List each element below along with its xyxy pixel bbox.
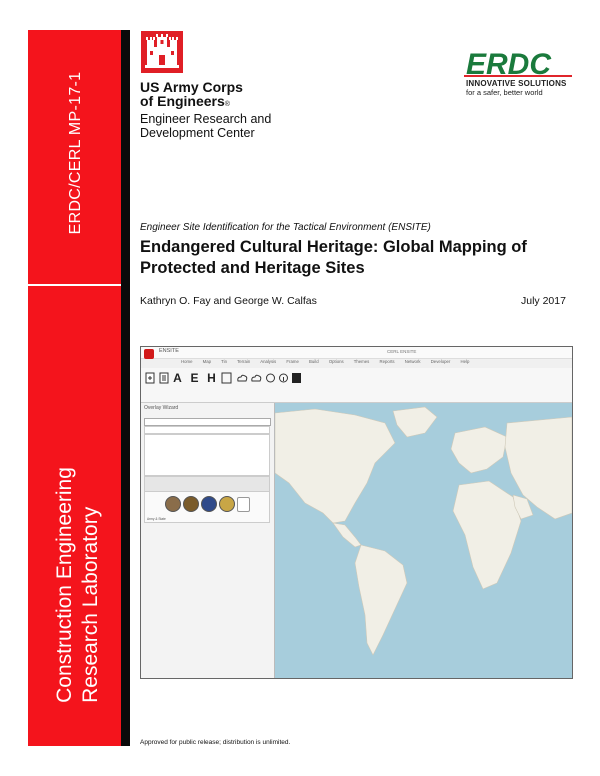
band-divider	[28, 284, 121, 286]
report-number-vertical	[56, 71, 96, 235]
usace-line2: of Engineers®	[140, 93, 230, 109]
app-ribbon	[141, 368, 572, 403]
settings-icon	[265, 372, 276, 384]
report-title: Endangered Cultural Heritage: Global Mapping of Protected and Heritage Sites	[140, 238, 527, 277]
report-series: Engineer Site Identification for the Tactical Environment (ENSITE)	[140, 222, 431, 233]
info-icon	[278, 372, 289, 384]
report-date: July 2017	[521, 295, 566, 307]
panel-title: Overlay Wizard	[144, 405, 179, 411]
ribbon-button-h: H	[207, 371, 216, 385]
menu-item: Network	[404, 359, 421, 364]
app-menubar	[181, 359, 478, 367]
world-map-graphic	[275, 403, 572, 678]
menu-item: Options	[328, 359, 344, 364]
overlay-wizard-panel	[141, 403, 275, 678]
usace-line3: Engineer Research and	[140, 112, 272, 126]
layer-icon	[221, 372, 232, 384]
erdc-tagline-2: for a safer, better world	[466, 88, 543, 97]
ribbon-button-a: A	[173, 371, 182, 385]
ensite-screenshot	[140, 346, 573, 679]
seal-icon	[183, 496, 199, 512]
usace-line1: US Army Corps	[140, 79, 243, 95]
app-icon	[144, 349, 154, 359]
usace-line4: Development Center	[140, 126, 255, 140]
app-name: ENSITE	[159, 348, 179, 354]
seal-strip	[144, 491, 270, 523]
new-doc-icon	[145, 372, 155, 384]
report-number: ERDC/CERL MP-17-1	[67, 71, 84, 235]
menu-item: Themes	[353, 359, 370, 364]
lab-name-line2: Research Laboratory	[79, 506, 102, 703]
seal-icon	[201, 496, 217, 512]
seal-caption: Army & State	[147, 517, 166, 521]
wizard-input	[144, 418, 271, 426]
wizard-input-2	[144, 426, 270, 434]
help-icon	[291, 372, 302, 384]
menu-item: Build	[309, 359, 319, 364]
menu-item: Terrain	[237, 359, 251, 364]
menu-item: Tin	[221, 359, 227, 364]
usace-castle-logo	[141, 31, 183, 73]
world-map	[275, 403, 572, 678]
wizard-list	[144, 434, 270, 476]
ribbon-button-e: E	[190, 371, 199, 385]
menu-item: Frame	[286, 359, 299, 364]
cloud-icon	[236, 372, 248, 384]
menu-item: Reports	[379, 359, 395, 364]
erdc-tagline-1: INNOVATIVE SOLUTIONS	[466, 79, 567, 88]
app-titlebar	[141, 347, 572, 359]
distribution-statement: Approved for public release; distribution is unlimited.	[140, 739, 291, 746]
erdc-wordmark: ERDC	[466, 48, 552, 81]
seal-icon	[165, 496, 181, 512]
usace-wordmark	[140, 80, 271, 140]
menu-item: Map	[202, 359, 212, 364]
open-doc-icon	[159, 372, 169, 384]
menu-item: Developer	[430, 359, 451, 364]
menu-item: Analysis	[260, 359, 277, 364]
menu-item: Help	[460, 359, 470, 364]
report-authors: Kathryn O. Fay and George W. Calfas	[140, 295, 317, 307]
cloud-download-icon	[250, 372, 262, 384]
window-title: CERL ENSITE	[387, 349, 417, 354]
erdc-logo	[458, 44, 578, 84]
seal-icon	[219, 496, 235, 512]
laboratory-name-vertical	[48, 440, 108, 730]
badge-icon	[237, 497, 250, 512]
band-black-rule	[121, 30, 130, 746]
menu-item: Home	[181, 359, 193, 364]
lab-name-line1: Construction Engineering	[53, 467, 76, 703]
